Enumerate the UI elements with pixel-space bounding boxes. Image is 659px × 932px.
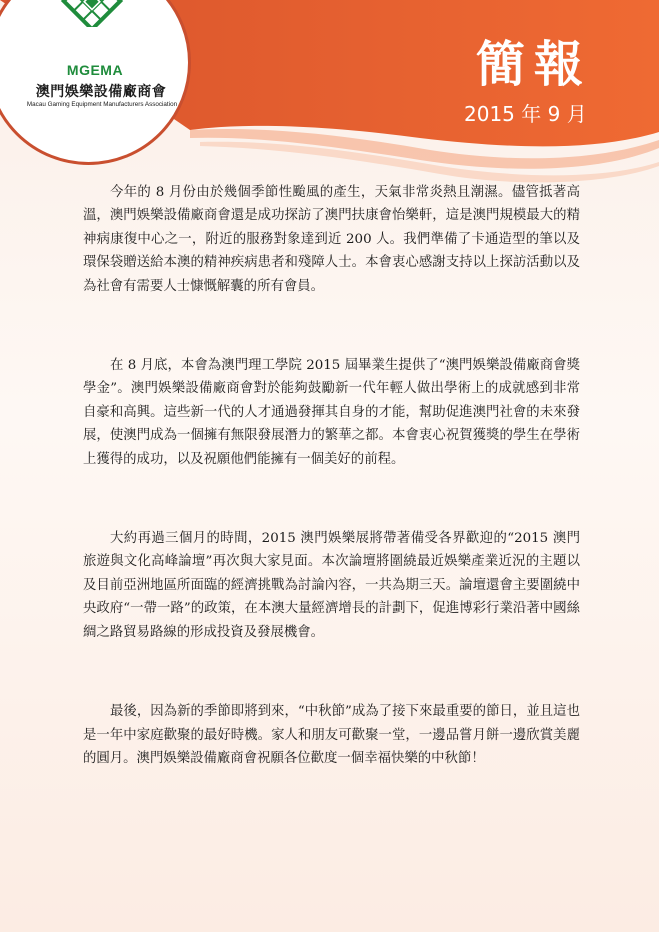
mgema-diamond-logo-icon — [57, 0, 127, 27]
page-title: 簡報 — [476, 36, 593, 93]
org-name-chinese: 澳門娛樂設備廠商會 — [35, 84, 167, 100]
issue-date: 2015 年 9 月 — [464, 102, 587, 126]
paragraph-scholarship: 在 8 月底，本會為澳門理工學院 2015 屆畢業生提供了“澳門娛樂設備廠商會獎學金”。澳門娛樂設備廠商會對於能夠鼓勵新一代年輕人做出學術上的成就感到非常自豪和高興。這些新一代的人才通過發揮其自身的才能，幫助促進澳門社會的未來發展，使澳門成為一個擁有無限發展潛力的繁華之都。本會衷心祝賀獲獎的學生在學術上獲得的成功，以及祝願他們能擁有一個美好的前程。 — [83, 358, 580, 467]
paragraph-summit: 大約再過三個月的時間，2015 澳門娛樂展將帶著備受各界歡迎的“2015 澳門旅遊與文化高峰論壇”再次與大家見面。本次論壇將圍繞最近娛樂產業近況的主題以及目前亞洲地區所面臨的經濟挑戰為討論內容，一共為期三天。論壇還會主要圍繞中央政府“一帶一路”的政策，在本澳大量經濟增長的計劃下，促進博彩行業沿著中國絲綢之路貿易路線的形成投資及發展機會。 — [83, 531, 580, 640]
paragraph-mid-autumn: 最後，因為新的季節即將到來，“中秋節”成為了接下來最重要的節日，並且這也是一年中家庭歡聚的最好時機。家人和朋友可歡聚一堂，一邊品嘗月餅一邊欣賞美麗的圓月。澳門娛樂設備廠商會祝願各位歡度一個幸福快樂的中秋節！ — [83, 704, 580, 766]
org-name-english: Macau Gaming Equipment Manufacturers Association — [26, 101, 178, 108]
org-abbreviation: MGEMA — [66, 62, 124, 78]
newsletter-body — [83, 181, 580, 826]
paragraph-visit: 今年的 8 月份由於幾個季節性颱風的產生，天氣非常炎熱且潮濕。儘管抵著高溫，澳門娛樂設備廠商會還是成功探訪了澳門扶康會怡樂軒，這是澳門規模最大的精神病康復中心之一，附近的服務對象達到近 200 人。我們準備了卡通造型的筆以及環保袋贈送給本澳的精神疾病患者和殘障人士。本會衷心感謝支持以上探訪活動以及為社會有需要人士慷慨解囊的所有會員。 — [83, 185, 580, 294]
